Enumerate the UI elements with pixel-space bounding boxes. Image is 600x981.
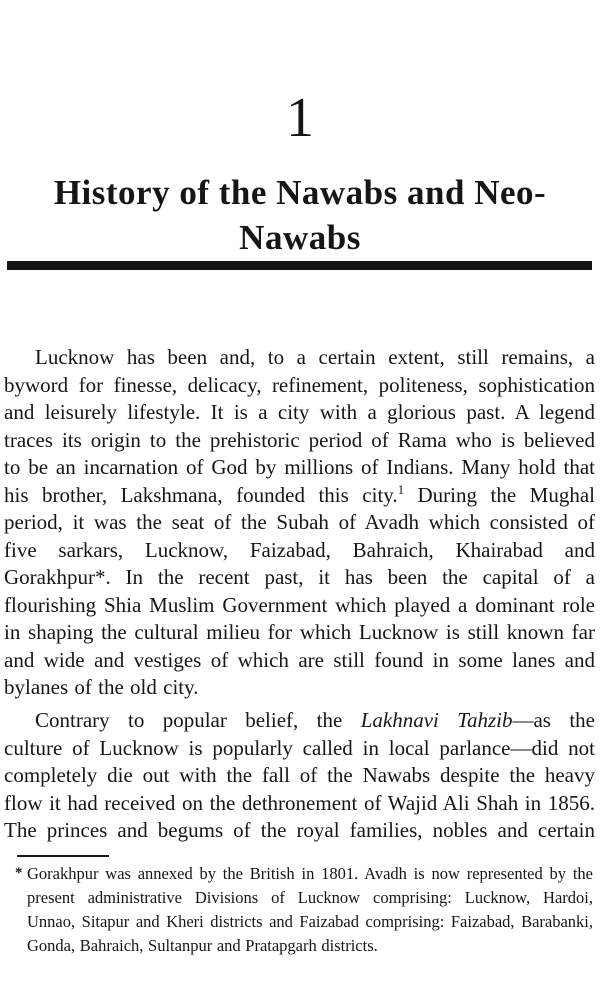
footnote-text (15, 862, 593, 958)
text-line: Gorakhpur was annexed by the British in 1801. Avadh is now represented by the (27, 864, 593, 883)
chapter-title (0, 170, 600, 260)
chapter-number: 1 (286, 87, 314, 149)
text-line: The princes and begums of the royal families, nobles and certain (4, 818, 595, 842)
body-paragraph-1 (4, 344, 595, 702)
text-line: flourishing Shia Muslim Government which played a dominant role (4, 592, 595, 617)
text-line: period, it was the seat of the Subah of Avadh which consisted of (4, 510, 595, 534)
chapter-title-line-2: Nawabs (239, 218, 361, 257)
text-line: Unnao, Sitapur and Kheri districts and Faizabad comprising: Faizabad, Barabanki, (27, 912, 593, 931)
footnote-separator-rule (17, 855, 109, 857)
text-line: flow it had received on the dethronement of Wajid Ali Shah in 1856. (4, 790, 595, 815)
text-line: Lucknow has been and, to a certain extent, still remains, a (35, 345, 595, 369)
title-divider-rule (7, 261, 592, 270)
text-line: bylanes of the old city. (4, 675, 199, 699)
footnote-asterisk-marker: * (15, 865, 23, 881)
body-paragraph-2 (4, 707, 595, 845)
text-line: culture of Lucknow is popularly called in local parlance—did not (4, 735, 595, 760)
text-line: five sarkars, Lucknow, Faizabad, Bahraich, Khairabad and (4, 537, 595, 562)
text-line: traces its origin to the prehistoric period of Rama who is believed (4, 427, 595, 452)
text-line: Gorakhpur*. In the recent past, it has been the capital of a (4, 565, 595, 589)
footnote (15, 855, 593, 958)
text-line: and wide and vestiges of which are still found in some lanes and (4, 647, 595, 672)
text-line: completely die out with the fall of the Nawabs despite the heavy (4, 763, 595, 787)
text-line: present administrative Divisions of Lucknow comprising: Lucknow, Hardoi, (27, 888, 593, 907)
text-line: Contrary to popular belief, the Lakhnavi Tahzib—as the (35, 708, 596, 732)
footnote-reference: 1 (397, 482, 404, 497)
text-line: in shaping the cultural milieu for which Lucknow is still known far (4, 620, 595, 644)
chapter-title-line-1: History of the Nawabs and Neo- (53, 173, 547, 212)
text-line: Gonda, Bahraich, Sultanpur and Pratapgarh districts. (27, 936, 378, 955)
text-line: to be an incarnation of God by millions of Indians. Many hold that (4, 455, 595, 479)
text-line: his brother, Lakshmana, founded this city.$^1$ During the Mughal (4, 482, 595, 507)
text-line: byword for finesse, delicacy, refinement, politeness, sophistication (4, 372, 595, 397)
text-line: and leisurely lifestyle. It is a city with a glorious past. A legend (4, 400, 595, 424)
